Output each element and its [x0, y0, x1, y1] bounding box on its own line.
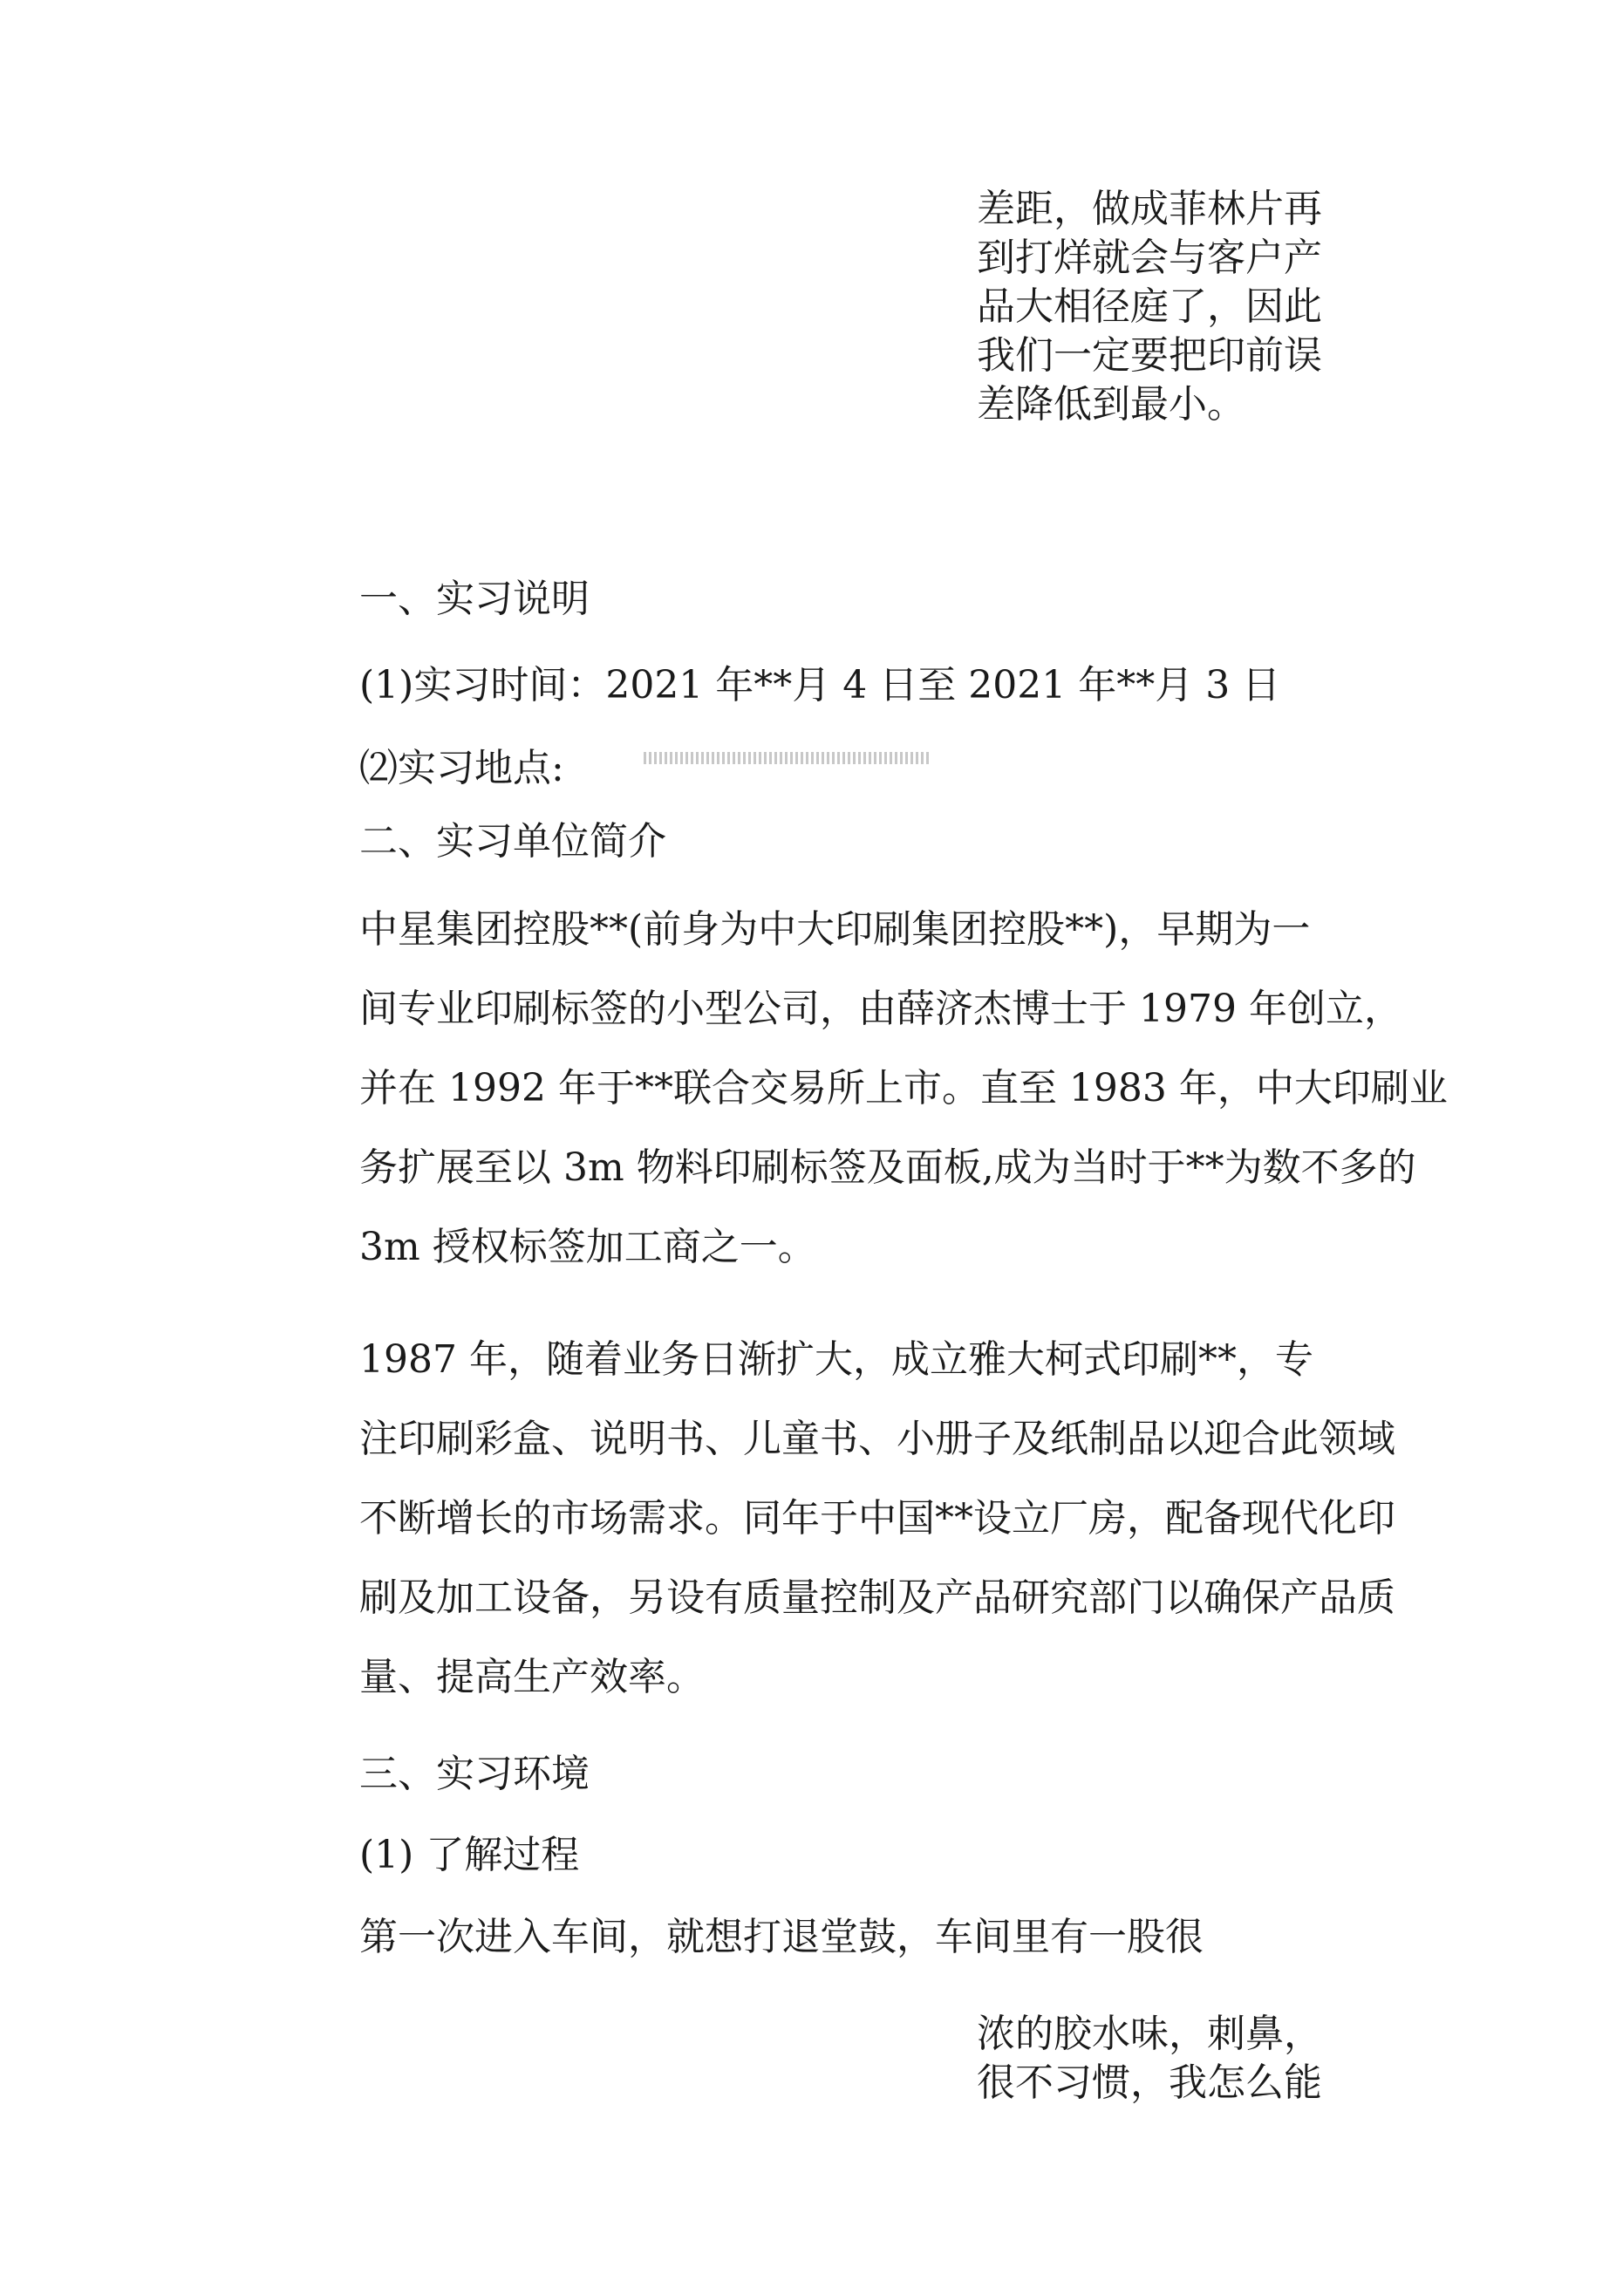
paragraph-line: 务扩展至以 3m 物料印刷标签及面板,成为当时于**为数不多的: [359, 1145, 1416, 1190]
text-line: 差降低到最小。: [977, 382, 1245, 427]
paragraph-line: 3m 授权标签加工商之一。: [359, 1225, 816, 1269]
paragraph-line: 注印刷彩盒、说明书、儿童书、小册子及纸制品以迎合此领域: [359, 1417, 1395, 1461]
company-intro-paragraph-1: [359, 890, 1448, 1287]
text-line: 很不习惯，我怎么能: [977, 2060, 1322, 2105]
internship-time: (1)实习时间：2021 年**月 4 日至 2021 年**月 3 日: [359, 663, 1281, 707]
paragraph-line: 量、提高生产效率。: [359, 1655, 705, 1699]
text-line: 到打烊就会与客户产: [977, 236, 1322, 280]
paragraph-line: 刷及加工设备，另设有质量控制及产品研究部门以确保产品质: [359, 1575, 1395, 1620]
bottom-continuation-block: [977, 2010, 1395, 2108]
section-heading-2: 二、实习单位简介: [359, 819, 666, 864]
section-heading-1: 一、实习说明: [359, 577, 590, 621]
internship-place-label: ⑵实习地点:: [359, 746, 564, 790]
paragraph-line: 并在 1992 年于**联合交易所上市。直至 1983 年，中大印刷业: [359, 1066, 1448, 1110]
company-intro-paragraph-2: [359, 1320, 1395, 1717]
text-line: 差距，做成菲林片再: [977, 187, 1322, 231]
text-line: 我们一定要把印前误: [977, 333, 1322, 378]
text-line: 品大相径庭了，因此: [977, 284, 1322, 329]
text-line: 第一次进入车间，就想打退堂鼓，车间里有一股很: [359, 1915, 1204, 1959]
paragraph-line: 间专业印刷标签的小型公司，由薛济杰博士于 1979 年创立，: [359, 987, 1402, 1031]
paragraph-line: 中星集团控股**(前身为中大印刷集团控股**)，早期为一: [359, 907, 1311, 952]
paragraph-line: 1987 年，随着业务日渐扩大，成立雅大柯式印刷**，专: [359, 1337, 1313, 1382]
top-continuation-block: [977, 185, 1395, 429]
section-heading-3: 三、实习环境: [359, 1752, 590, 1796]
subsection-understanding: (1) 了解过程: [359, 1833, 580, 1877]
redacted-text: [644, 752, 931, 764]
text-line: 浓的胶水味，刺鼻，: [977, 2012, 1322, 2056]
paragraph-line: 不断增长的市场需求。同年于中国**设立厂房，配备现代化印: [359, 1496, 1395, 1541]
